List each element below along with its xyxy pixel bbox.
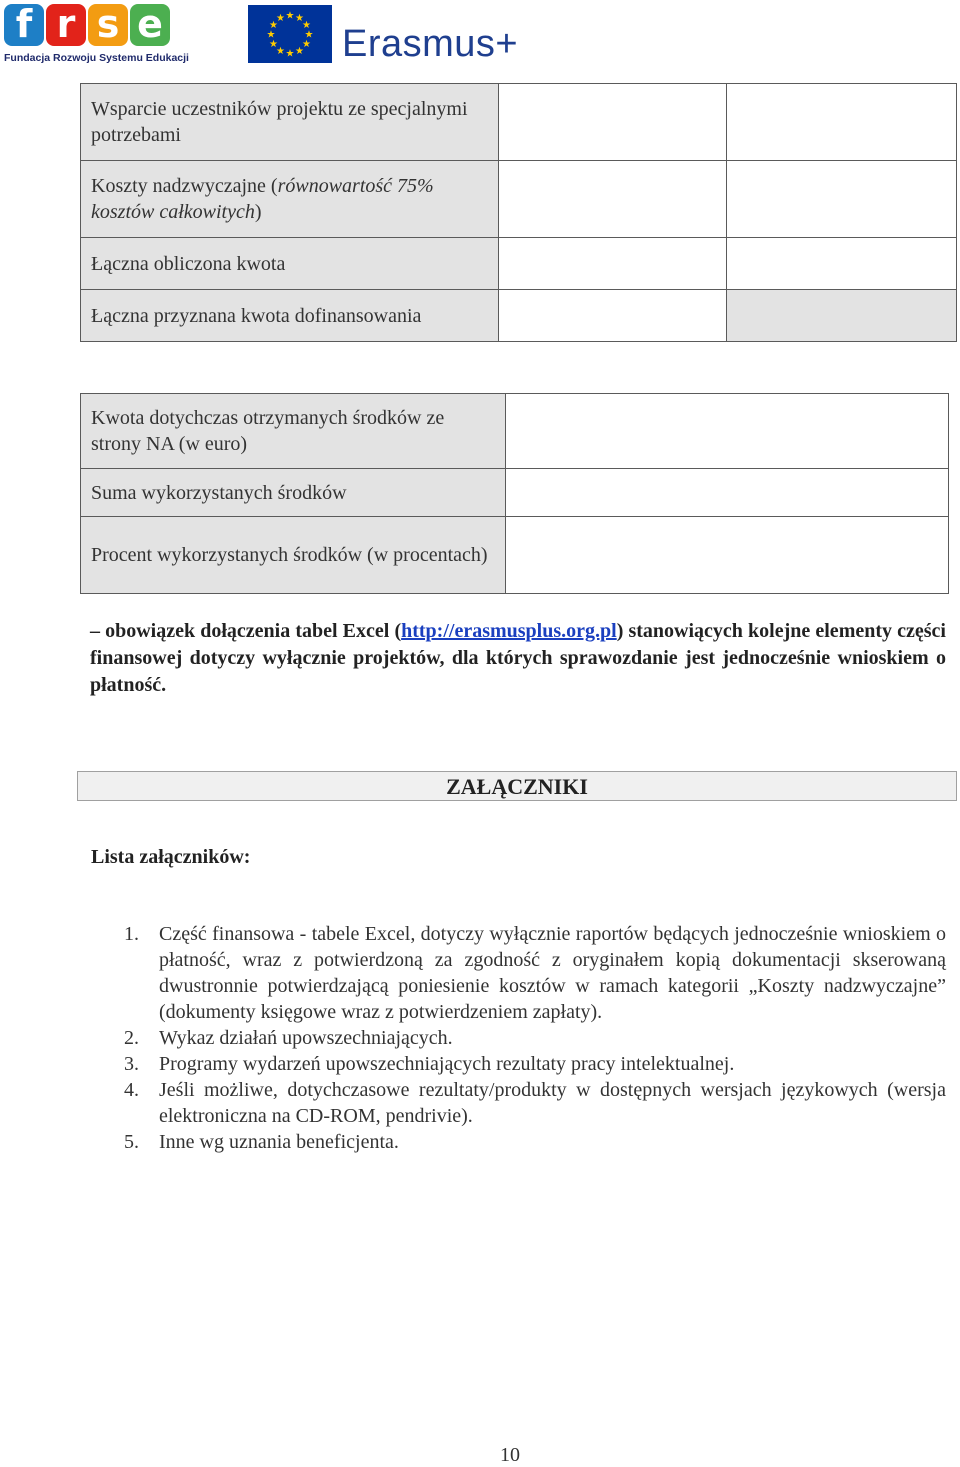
list-item-number: 3. <box>124 1053 139 1075</box>
excel-obligation-notice <box>90 618 946 699</box>
table-row <box>81 469 949 517</box>
table-row <box>81 517 949 594</box>
eu-star-icon: ★ <box>301 20 311 31</box>
eu-star-icon: ★ <box>285 48 295 60</box>
frse-letter-e: e <box>130 4 170 46</box>
table-row <box>81 84 957 161</box>
frse-logo <box>4 2 189 64</box>
list-item <box>124 921 946 1025</box>
eu-star-icon: ★ <box>285 10 295 22</box>
row-label: Kwota dotychczas otrzymanych środków ze strony NA (w euro) <box>81 394 506 469</box>
attachments-heading: ZAŁĄCZNIKI <box>446 774 588 799</box>
list-item <box>124 1129 946 1155</box>
list-item-text: Wykaz działań upowszechniających. <box>159 1027 453 1049</box>
attachments-list <box>124 921 946 1155</box>
list-item <box>124 1025 946 1051</box>
list-item-number: 2. <box>124 1027 139 1049</box>
frse-letter-r: r <box>46 4 86 46</box>
table-row <box>81 161 957 238</box>
value-cell[interactable] <box>727 161 957 238</box>
value-cell[interactable] <box>498 161 727 238</box>
funds-table <box>80 393 949 594</box>
eu-star-icon: ★ <box>301 39 311 50</box>
list-item-text: Programy wydarzeń upowszechniających rezultaty pracy intelektualnej. <box>159 1053 735 1075</box>
list-item <box>124 1051 946 1077</box>
list-item <box>124 1077 946 1129</box>
row-label-end: ) <box>254 201 262 223</box>
notice-prefix: – obowiązek dołączenia tabel Excel ( <box>90 620 402 642</box>
row-label: Suma wykorzystanych środków <box>81 469 506 517</box>
value-cell[interactable] <box>505 469 948 517</box>
page-header <box>0 0 960 70</box>
table-row <box>81 290 957 342</box>
table-row <box>81 394 949 469</box>
erasmus-plus-logo: Erasmus+ <box>342 23 519 65</box>
eu-star-icon: ★ <box>304 29 314 41</box>
frse-letter-f: f <box>4 4 44 46</box>
row-label <box>81 161 499 238</box>
eu-flag-icon <box>248 5 332 63</box>
table-row <box>81 238 957 290</box>
list-item-text: Część finansowa - tabele Excel, dotyczy wyłącznie raportów będących jednocześnie wnioskiem o płatność, wraz z potwierdzoną za zgodność z oryginałem kopią dokumentacji skserowaną dwustronnie potwierdzającą poniesienie kosztów w ramach kategorii „Koszty nadzwyczajne” (dokumenty księgowe wraz z potwierdzeniem zapłaty). <box>159 923 946 1023</box>
eu-star-icon: ★ <box>276 45 285 57</box>
list-item-text: Jeśli możliwe, dotychczasowe rezultaty/produkty w dostępnych wersjach językowych (wersja elektroniczna na CD-ROM, pendrivie). <box>159 1079 946 1127</box>
row-label: Procent wykorzystanych środków (w procentach) <box>81 517 506 594</box>
value-cell[interactable] <box>727 238 957 290</box>
value-cell[interactable] <box>505 517 948 594</box>
eu-star-icon: ★ <box>276 13 285 25</box>
value-cell[interactable] <box>727 84 957 161</box>
frse-letter-s: s <box>88 4 128 46</box>
row-label: Wsparcie uczestników projektu ze specjalnymi potrzebami <box>81 84 499 161</box>
row-label: Łączna obliczona kwota <box>81 238 499 290</box>
value-cell[interactable] <box>498 238 727 290</box>
eu-star-icon: ★ <box>269 20 279 31</box>
eu-star-icon: ★ <box>295 45 304 57</box>
value-cell-disabled <box>727 290 957 342</box>
attachments-heading-bar <box>77 771 957 801</box>
eu-star-icon: ★ <box>266 29 276 41</box>
frse-logo-letters <box>4 4 170 50</box>
list-item-number: 4. <box>124 1079 139 1101</box>
erasmusplus-link[interactable]: http://erasmusplus.org.pl <box>401 620 617 642</box>
eu-star-icon: ★ <box>269 39 279 50</box>
list-item-number: 5. <box>124 1131 139 1153</box>
costs-table <box>80 83 957 342</box>
eu-star-icon: ★ <box>295 13 304 25</box>
frse-logo-subtitle: Fundacja Rozwoju Systemu Edukacji <box>4 52 189 64</box>
page-number: 10 <box>500 1444 520 1466</box>
notice-suffix: ) stanowiących kolejne elementy części finansowej dotyczy wyłącznie projektów, dla których sprawozdanie jest jednocześnie wnioskiem o płatność. <box>90 620 946 696</box>
value-cell[interactable] <box>505 394 948 469</box>
row-label: Łączna przyznana kwota dofinansowania <box>81 290 499 342</box>
attachments-list-label: Lista załączników: <box>91 846 251 868</box>
list-item-text: Inne wg uznania beneficjenta. <box>159 1131 399 1153</box>
value-cell[interactable] <box>498 290 727 342</box>
list-item-number: 1. <box>124 923 139 945</box>
value-cell[interactable] <box>498 84 727 161</box>
row-label-italic: równowartość 75% kosztów całkowitych <box>91 175 434 223</box>
row-label-plain: Koszty nadzwyczajne ( <box>91 175 278 197</box>
